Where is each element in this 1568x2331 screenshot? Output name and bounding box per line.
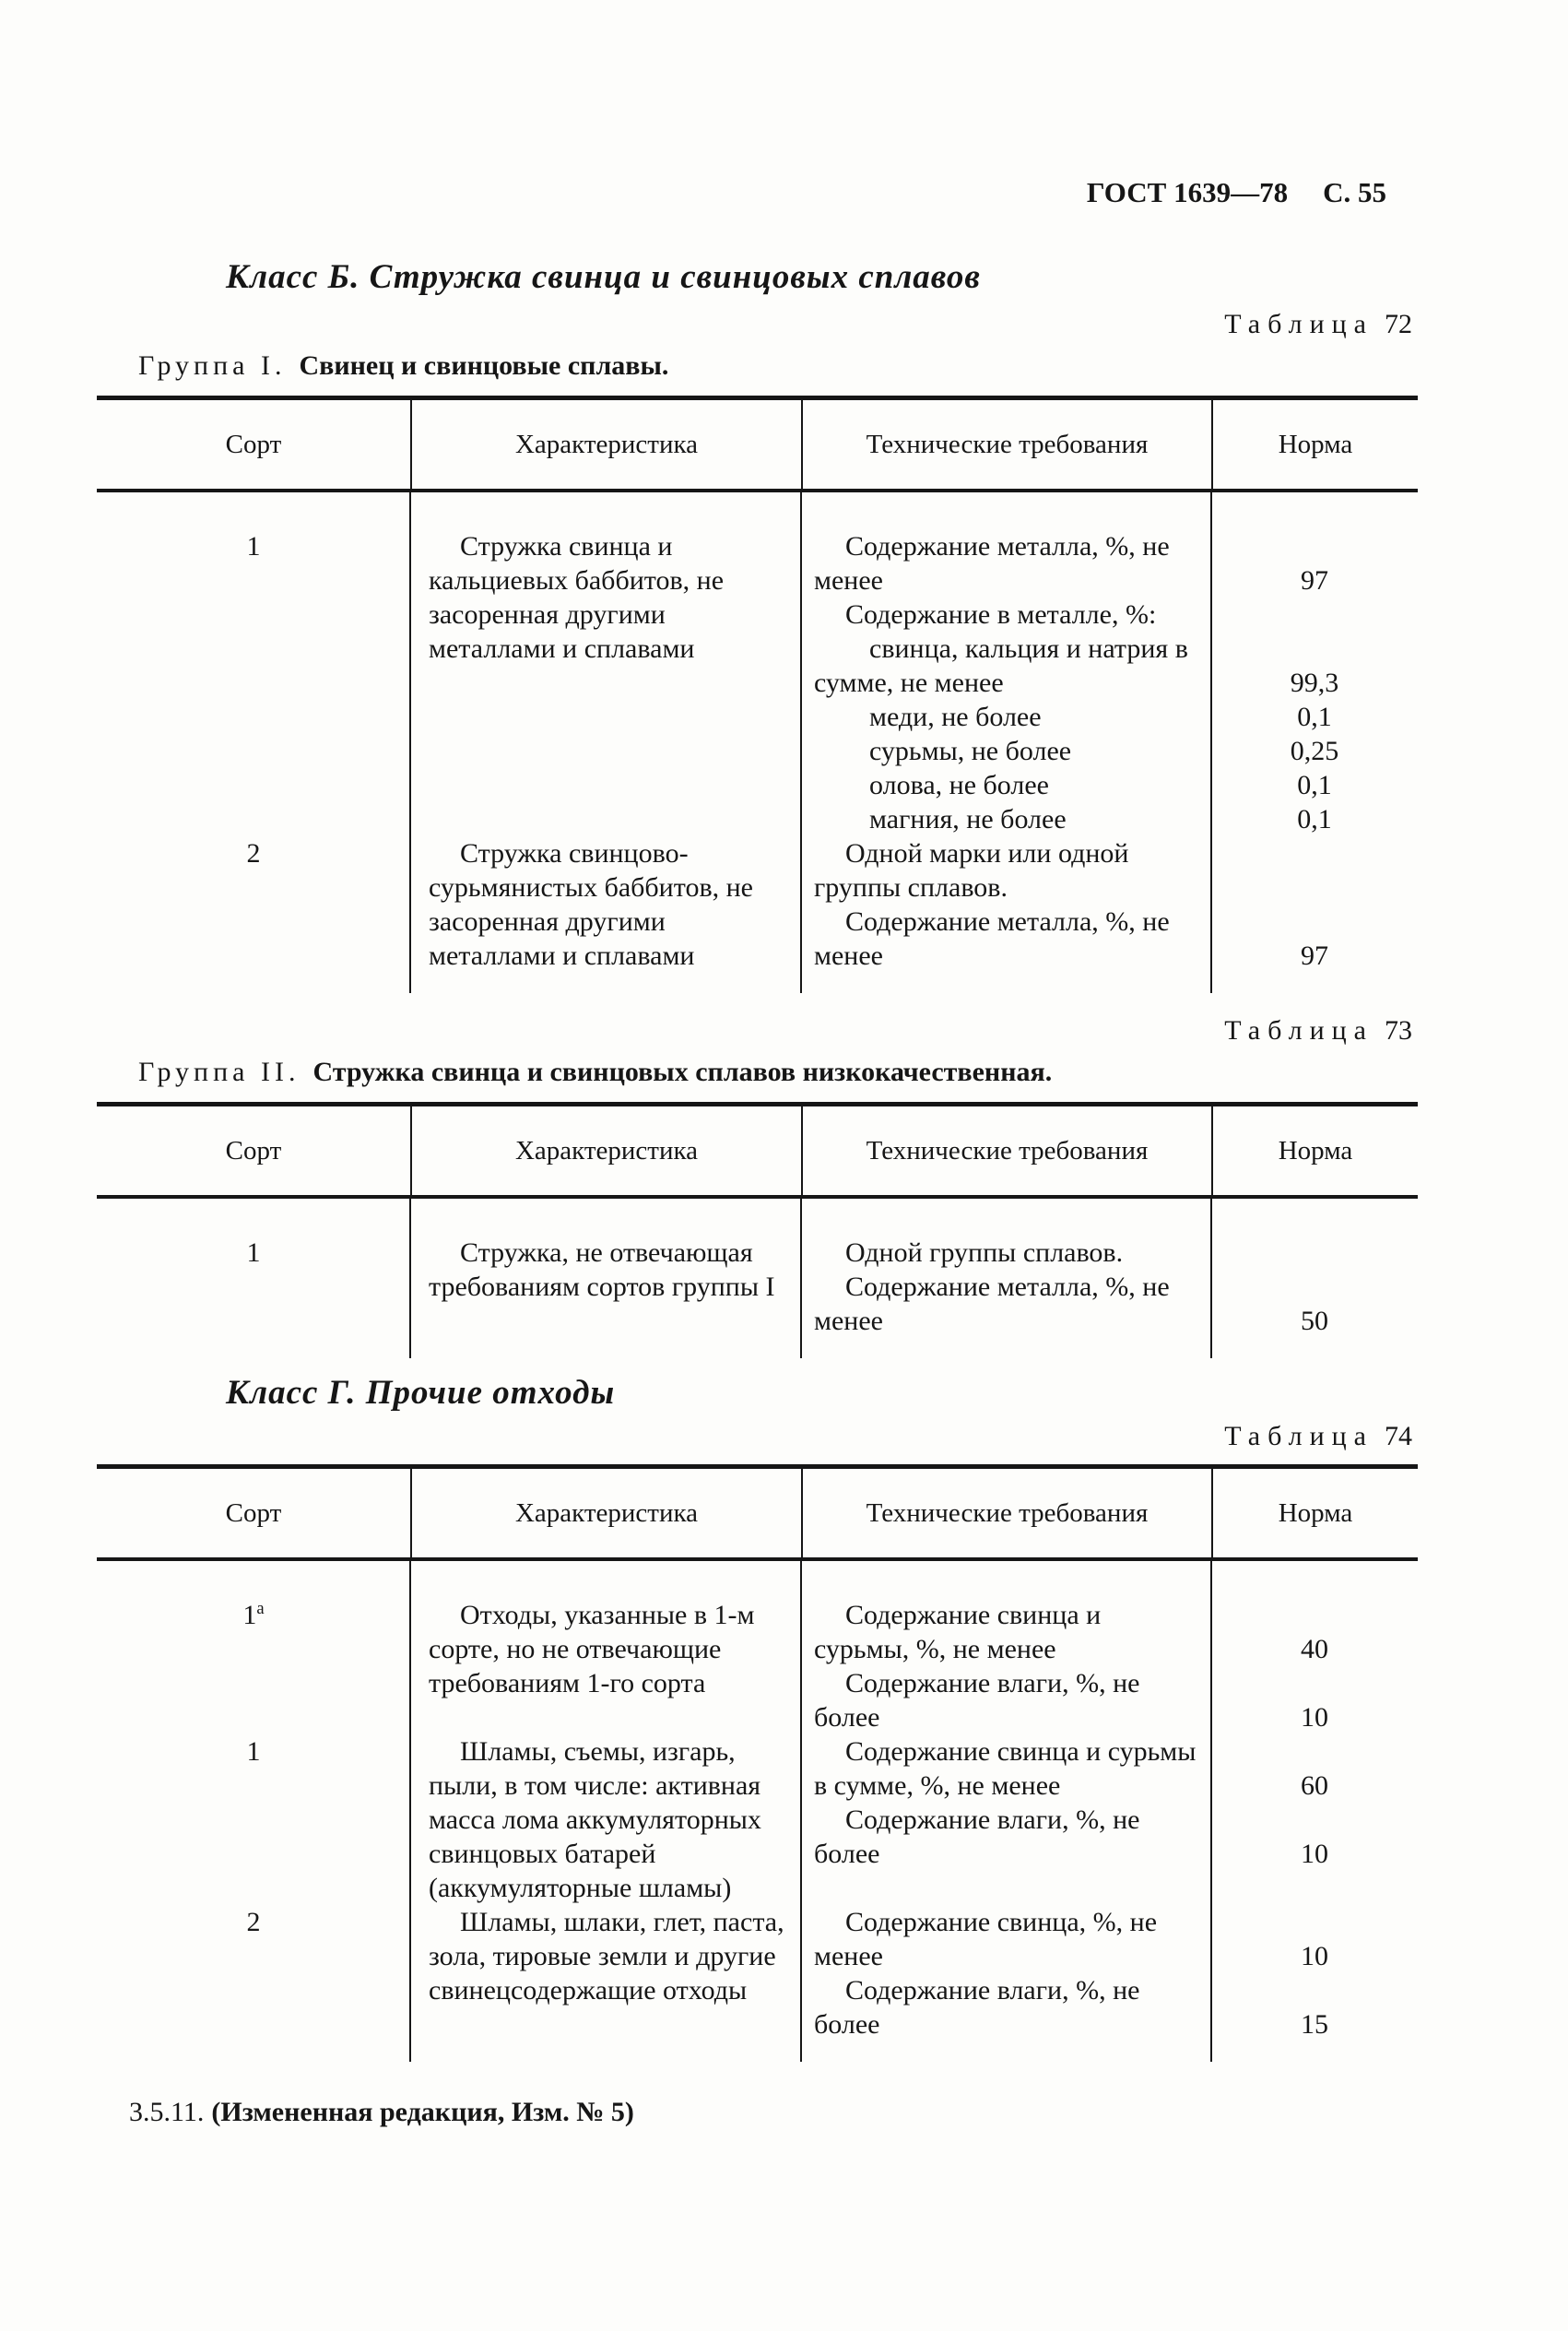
table-body	[97, 1199, 1418, 1358]
sort-cell: 1	[246, 531, 261, 562]
characteristic-cell: Шламы, съемы, изгарь, пыли, в том числе: активная масса лома аккумуляторных свинцовых батарей (аккумуляторные шламы)	[429, 1736, 761, 1903]
revision-note-text: (Измененная редакция, Изм. № 5)	[211, 2097, 634, 2127]
requirements-cell	[801, 1236, 1418, 1338]
column-header: Норма	[1211, 1106, 1418, 1195]
table-caption-number: 74	[1385, 1421, 1412, 1451]
requirements-cell	[801, 1734, 1418, 1905]
norm-value: 40	[1301, 1634, 1328, 1664]
requirement-entry	[801, 734, 1418, 768]
column-header: Характеристика	[410, 1106, 801, 1195]
revision-note	[129, 2095, 1418, 2203]
sort-cell: 2	[246, 1907, 261, 1937]
norm-value: 97	[1301, 941, 1328, 971]
norm-value: 99,3	[1290, 668, 1339, 698]
page-number: С. 55	[1323, 176, 1386, 208]
requirements-cell	[801, 1905, 1418, 2041]
norm-value: 10	[1301, 1941, 1328, 1971]
requirement-entry	[801, 1598, 1418, 1666]
column-divider	[409, 1561, 411, 2062]
standard-number: ГОСТ 1639—78	[1086, 176, 1289, 208]
requirement-text: магния, не более	[869, 804, 1067, 834]
requirement-text: Содержание металла, %, не менее	[814, 1272, 1170, 1336]
requirement-entry	[801, 529, 1418, 598]
table-73	[97, 1102, 1418, 1358]
sort-cell: $1^а$	[242, 1599, 265, 1630]
table-caption-label: Таблица	[1224, 309, 1373, 339]
table-74-caption	[97, 1419, 1418, 1453]
requirement-entry	[801, 700, 1418, 734]
requirement-entry	[801, 598, 1418, 632]
table-74	[97, 1464, 1418, 2062]
requirement-text: Содержание влаги, %, не более	[814, 1975, 1140, 2040]
column-divider	[409, 492, 411, 993]
sort-cell: 1	[246, 1736, 261, 1767]
table-caption-label: Таблица	[1224, 1015, 1373, 1046]
table-72	[97, 396, 1418, 993]
column-header: Сорт	[225, 429, 282, 459]
class-b-heading: Класс Б. Стружка свинца и свинцовых сплавов	[226, 258, 981, 296]
requirement-text: олова, не более	[869, 770, 1049, 800]
column-header: Сорт	[225, 1135, 282, 1166]
norm-value: 15	[1301, 2009, 1328, 2040]
norm-value: 0,1	[1297, 770, 1332, 800]
page-header	[97, 0, 1418, 209]
norm-value: 0,25	[1290, 736, 1339, 766]
requirement-entry	[801, 768, 1418, 802]
characteristic-cell: Стружка, не отвечающая требованиям сортов группы I	[429, 1237, 775, 1302]
norm-value: 0,1	[1297, 804, 1332, 834]
requirement-text: Содержание влаги, %, не более	[814, 1804, 1140, 1869]
column-header: Технические требования	[801, 1469, 1211, 1557]
table-row	[97, 836, 1418, 973]
group-label: Группа II.	[138, 1057, 301, 1087]
requirement-entry	[801, 1666, 1418, 1734]
requirement-entry	[801, 1734, 1418, 1803]
table-row	[97, 1734, 1418, 1905]
table-72-caption	[97, 307, 1418, 341]
requirement-text: Содержание влаги, %, не более	[814, 1668, 1140, 1733]
group-title: Свинец и свинцовые сплавы.	[299, 350, 669, 381]
group-2-heading	[138, 1055, 1418, 1089]
sort-cell: 1	[246, 1237, 261, 1268]
table-header-row	[97, 1469, 1418, 1561]
requirement-text: Содержание свинца и сурьмы, %, не менее	[814, 1600, 1102, 1664]
requirement-entry	[801, 905, 1418, 973]
characteristic-cell: Шламы, шлаки, глет, паста, зола, тировые земли и другие свинецсодержащие отходы	[429, 1907, 784, 2006]
requirement-entry	[801, 1270, 1418, 1338]
table-row	[97, 1236, 1418, 1338]
table-header-row	[97, 1106, 1418, 1199]
column-header: Сорт	[225, 1497, 282, 1528]
norm-value: 50	[1301, 1306, 1328, 1336]
requirements-cell	[801, 1598, 1418, 1734]
table-row	[97, 1905, 1418, 2041]
sort-cell: 2	[246, 838, 261, 869]
requirement-entry	[801, 802, 1418, 836]
requirement-text: Содержание свинца, %, не менее	[814, 1907, 1158, 1971]
requirement-entry	[801, 1236, 1418, 1270]
requirement-text: свинца, кальция и натрия в сумме, не менее	[814, 633, 1188, 698]
table-body	[97, 492, 1418, 993]
column-header: Норма	[1211, 400, 1418, 489]
requirement-text: Одной марки или одной группы сплавов.	[814, 838, 1129, 903]
table-caption-number: 72	[1385, 309, 1412, 339]
requirement-text: Содержание металла, %, не менее	[814, 531, 1170, 596]
requirement-text: Содержание в металле, %:	[845, 599, 1157, 630]
column-header: Технические требования	[801, 400, 1211, 489]
column-header: Характеристика	[410, 1469, 801, 1557]
characteristic-cell: Отходы, указанные в 1-м сорте, но не отвечающие требованиям 1-го сорта	[429, 1600, 755, 1698]
column-header: Характеристика	[410, 400, 801, 489]
requirement-text: сурьмы, не более	[869, 736, 1072, 766]
norm-value: 10	[1301, 1702, 1328, 1733]
norm-value: 60	[1301, 1770, 1328, 1801]
requirement-entry	[801, 836, 1418, 905]
table-caption-number: 73	[1385, 1015, 1412, 1046]
requirement-entry	[801, 632, 1418, 700]
requirement-text: Содержание металла, %, не менее	[814, 906, 1170, 971]
column-header: Норма	[1211, 1469, 1418, 1557]
column-divider	[409, 1199, 411, 1358]
characteristic-cell: Стружка свинца и кальциевых баббитов, не засоренная другими металлами и сплавами	[429, 531, 725, 664]
norm-value: 10	[1301, 1839, 1328, 1869]
requirement-text: Одной группы сплавов.	[845, 1237, 1124, 1268]
group-1-heading	[138, 349, 1418, 383]
requirement-text: меди, не более	[869, 702, 1042, 732]
norm-value: 0,1	[1297, 702, 1332, 732]
characteristic-cell: Стружка свинцово-сурьмянистых баббитов, не засоренная другими металлами и сплавами	[429, 838, 753, 971]
table-body	[97, 1561, 1418, 2062]
requirements-cell	[801, 836, 1418, 973]
table-73-caption	[97, 1013, 1418, 1047]
table-row	[97, 1598, 1418, 1734]
requirement-entry	[801, 1803, 1418, 1871]
requirement-entry	[801, 1973, 1418, 2041]
group-title: Стружка свинца и свинцовых сплавов низкокачественная.	[312, 1057, 1053, 1087]
class-g-heading: Класс Г. Прочие отходы	[226, 1374, 616, 1412]
group-label: Группа I.	[138, 350, 287, 381]
table-caption-label: Таблица	[1224, 1421, 1373, 1451]
column-header: Технические требования	[801, 1106, 1211, 1195]
norm-value: 97	[1301, 565, 1328, 596]
requirement-text: Содержание свинца и сурьмы в сумме, %, не менее	[814, 1736, 1197, 1801]
table-row	[97, 529, 1418, 836]
requirements-cell	[801, 529, 1418, 836]
clause-number: 3.5.11.	[129, 2097, 205, 2127]
table-header-row	[97, 400, 1418, 492]
requirement-entry	[801, 1905, 1418, 1973]
